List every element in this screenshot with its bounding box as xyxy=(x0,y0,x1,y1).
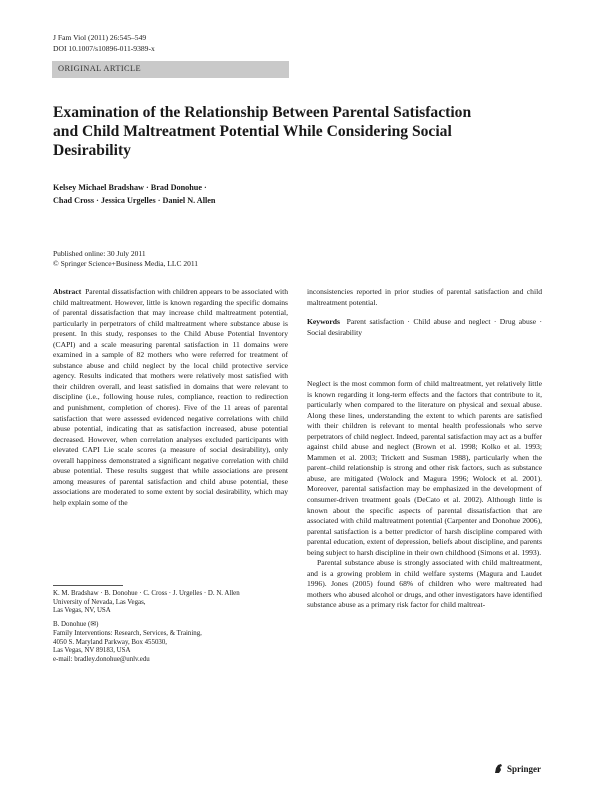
springer-horse-icon xyxy=(493,763,504,774)
affil-univ-1: University of Nevada, Las Vegas, xyxy=(53,598,146,606)
body-paragraph-1: Neglect is the most common form of child maltreatment, yet relatively little is known regarding it long-term effects and the factors that contribute to it, particularly when compared to the literature on physical and sexual abuse. Along these lines, understanding the extent to which parents are satisfied with their children is relevant to mental health professionals who serve perpetrators of child neglect. Indeed, parental satisfaction may act as a buffer against child abuse and neglect (Brown et al. 1998; Kolko et al. 1993; Mammen et al. 2003; Trickett and Susman 1988), particularly when the parent–child relationship is strong and other risk factors, such as substance abuse, are mitigated (Wolock and Magura 1996; Wolock et al. 2001). Moreover, parental satisfaction may be emphasized in the development of consumer-driven treatment goals (DeCato et al. 2002). Although little is known about the specific aspects of parental dissatisfaction that are associated with child maltreatment potential (Carpenter and Donohue 2006), parental satisfaction is a better predictor of harsh discipline compared with parental education, extent of depression, beliefs about discipline, and parents being subject to harsh discipline in their own childhood (Simons et al. 1993). xyxy=(307,379,542,557)
abstract-column xyxy=(53,287,288,508)
doi: DOI 10.1007/s10896-011-9389-x xyxy=(53,43,155,53)
publisher-name: Springer xyxy=(507,763,542,774)
article-title: Examination of the Relationship Between Parental Satisfaction and Child Maltreatment Potential While Considering Social Desirability xyxy=(53,104,472,159)
published-date: Published online: 30 July 2011 xyxy=(53,249,146,258)
article-type-bar xyxy=(52,61,289,78)
affiliations xyxy=(53,590,288,665)
keywords xyxy=(307,317,542,338)
corresponding-address-1: 4050 S. Maryland Parkway, Box 455030, xyxy=(53,638,168,646)
footnote-rule xyxy=(53,585,123,586)
keywords-label: Keywords xyxy=(307,317,340,327)
copyright: © Springer Science+Business Media, LLC 2011 xyxy=(53,259,199,268)
abstract xyxy=(53,287,288,508)
article-type-label: ORIGINAL ARTICLE xyxy=(58,64,142,73)
publisher-logo xyxy=(493,763,541,774)
abstract-label: Abstract xyxy=(53,287,82,296)
journal-reference xyxy=(53,33,155,54)
author-list xyxy=(53,182,333,207)
corresponding-author: B. Donohue (✉) xyxy=(53,621,99,629)
corresponding-org: Family Interventions: Research, Services, & Training, xyxy=(53,629,202,637)
author-line-1: Kelsey Michael Bradshaw · Brad Donohue · xyxy=(53,183,207,192)
body-paragraph-2: Parental substance abuse is strongly associated with child maltreatment, and is a growing problem in child welfare systems (Magura and Laudet 1996). Jones (2005) found 68% of children who were maltreated had mothers who abused alcohol or drugs, and other investigators have identified substance abuse as a primary risk factor for child maltreat- xyxy=(307,558,542,610)
corresponding-email[interactable]: e-mail: bradley.donohue@unlv.edu xyxy=(53,655,150,663)
affil-univ-2: Las Vegas, NV, USA xyxy=(53,607,111,615)
journal-citation: J Fam Viol (2011) 26:545–549 xyxy=(53,33,147,42)
affil-authors: K. M. Bradshaw · B. Donohue · C. Cross · J. Urgelles · D. N. Allen xyxy=(53,590,240,597)
corresponding-address-2: Las Vegas, NV 89183, USA xyxy=(53,647,131,655)
abstract-continuation-column xyxy=(307,287,542,338)
abstract-text: Parental dissatisfaction with children appears to be associated with child maltreatment. However, little is known regarding the specific domains of parental dissatisfaction that may increase child maltreatment potential, particularly in perpetrators of child maltreatment where substance abuse is present. In this study, responses to the Child Abuse Potential Inventory (CAPI) and a scale measuring parental satisfaction in 11 domains were examined in a sample of 82 mothers who were referred for treatment of substance abuse and child neglect by the local child protective service agency. Results indicated that mothers were relatively most satisfied with their children overall, and least satisfied in domains that were relevant to discipline (i.e., following house rules, compliance, reaction to redirection and punishment, completion of chores). Five of the 11 areas of parental satisfaction that were assessed evidenced negative correlations with child abuse potential, indicating that as satisfaction increased, abuse potential decreased. However, when correlation analyses excluded participants with elevated CAPI Lie scale scores (a measure of social desirability), only overall happiness demonstrated a significant negative correlation with child abuse potential. These results suggest that while associations are present among measures of parental satisfaction and child abuse potential, these associations are moderated to some extent by social desirability, which may help explain some of the xyxy=(53,287,288,507)
keywords-text: Parent satisfaction · Child abuse and neglect · Drug abuse · Social desirability xyxy=(307,317,542,337)
publication-info xyxy=(53,249,198,269)
abstract-continuation: inconsistencies reported in prior studies of parental satisfaction and child maltreatment potential. xyxy=(307,287,542,307)
author-line-2: Chad Cross · Jessica Urgelles · Daniel N. Allen xyxy=(53,195,216,205)
body-column xyxy=(307,379,542,611)
